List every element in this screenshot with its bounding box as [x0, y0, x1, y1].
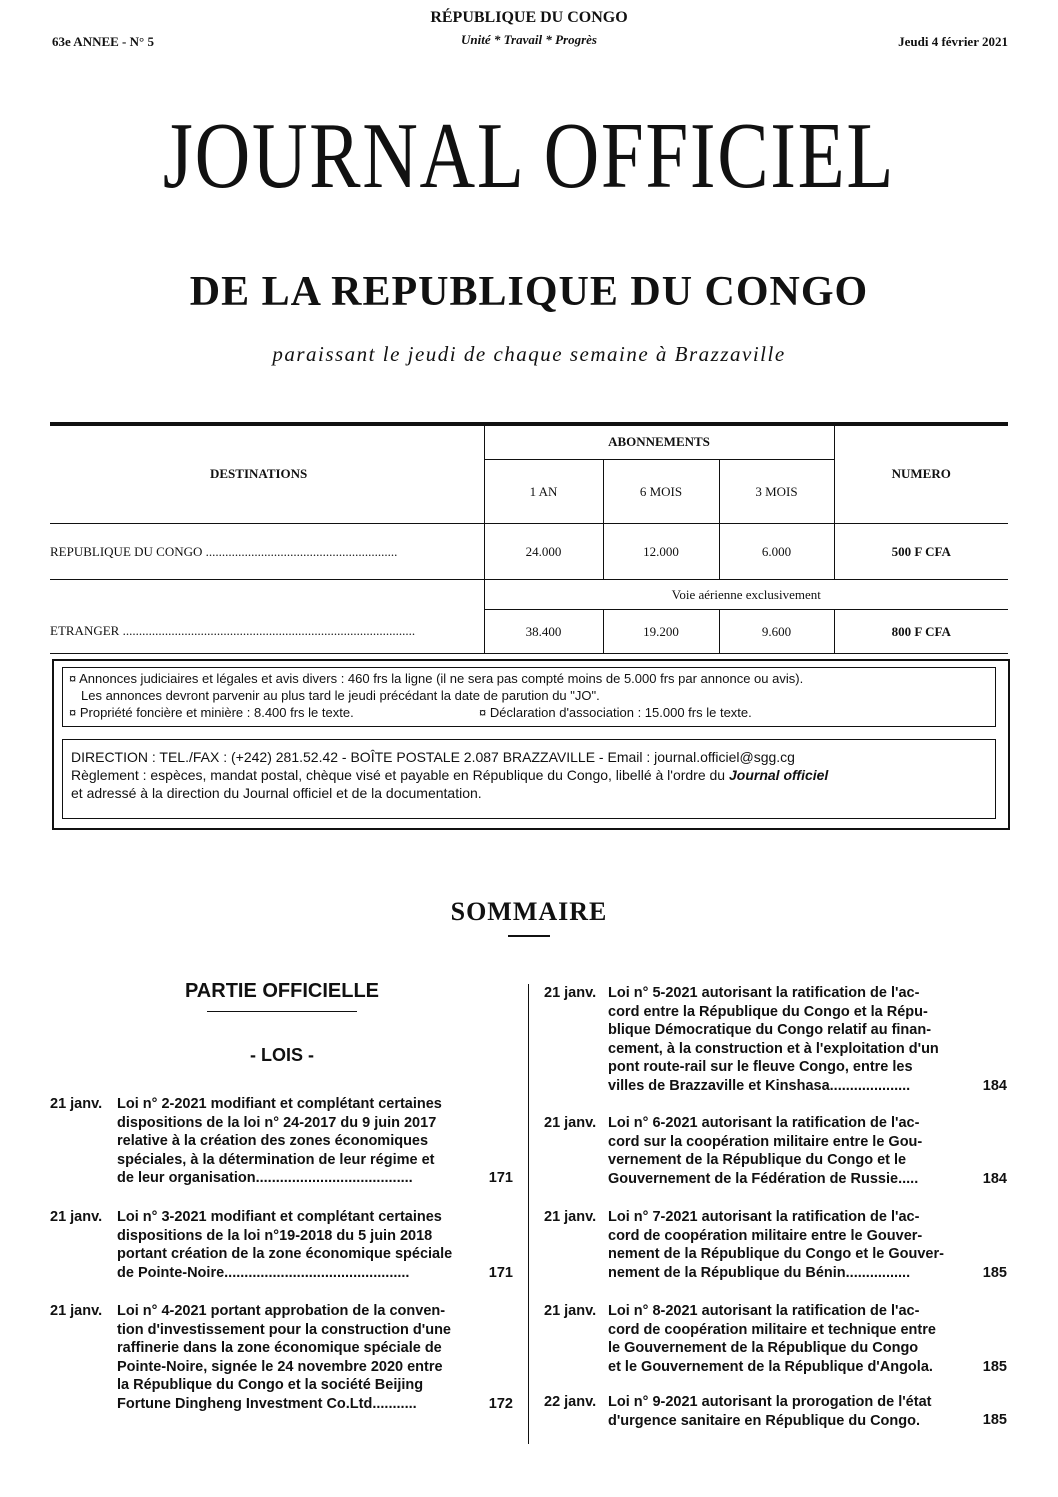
entry-date: 21 janv. [50, 1096, 103, 1112]
entry-text: Loi n° 2-2021 modifiant et complétant certaines dispositions de la loi n° 24-2017 du 9 juin 2017 relative à la création des zones économiques spéciales, à la détermination de leur régime et de leur organisation....................................... [117, 1096, 442, 1187]
col-abonnements: ABONNEMENTS [484, 424, 834, 460]
notice-line-3b: ¤ Déclaration d'association : 15.000 frs le texte. [479, 705, 752, 720]
entry-page: 172 [488, 1396, 513, 1412]
entry-page: 184 [982, 1171, 1007, 1187]
header-motto: Unité * Travail * Progrès [460, 32, 597, 47]
entry-date: 21 janv. [544, 1115, 597, 1131]
section-title: - LOIS - [250, 1045, 314, 1065]
column-divider [528, 984, 529, 1444]
part-title: PARTIE OFFICIELLE [184, 980, 380, 1002]
price-congo-6mois: 12.000 [603, 524, 719, 580]
entry-page: 171 [488, 1265, 513, 1281]
sommaire-title: SOMMAIRE [450, 897, 608, 926]
entry-text: Loi n° 9-2021 autorisant la prorogation de l'état d'urgence sanitaire en République du Congo. [608, 1394, 932, 1429]
sommaire-rule [508, 935, 550, 937]
entry-page: 184 [982, 1078, 1007, 1094]
numero-etranger: 800 F CFA [834, 610, 1008, 654]
subscription-table [50, 423, 1008, 654]
notice-line-2: Les annonces devront parvenir au plus tard le jeudi précédant la date de parution du "JO". [81, 688, 600, 703]
price-etranger-6mois: 19.200 [603, 610, 719, 654]
entry-text: Loi n° 7-2021 autorisant la ratification de l'ac- cord de coopération militaire entre le Gouver- nement de la République du Congo et le Gouver- nement de la République du Bénin................ [608, 1209, 944, 1281]
entry-date: 21 janv. [544, 1303, 597, 1319]
masthead-title: JOURNAL OFFICIEL [162, 104, 896, 208]
masthead-tagline: paraissant le jeudi de chaque semaine à Brazzaville [272, 342, 786, 366]
notice-line-1: ¤ Annonces judiciaires et légales et avis divers : 460 frs la ligne (il ne sera pas compté moins de 5.000 frs par annonce ou avis). [69, 671, 804, 686]
notice-box [52, 659, 1010, 830]
entry-date: 21 janv. [50, 1209, 103, 1225]
part-rule [207, 1011, 357, 1012]
period-6mois: 6 MOIS [603, 460, 719, 524]
entry-text: Loi n° 8-2021 autorisant la ratification de l'ac- cord de coopération militaire et technique entre le Gouvernement de la République du Congo et le Gouvernement de la République d'Angola. [608, 1303, 936, 1375]
entry-text: Loi n° 4-2021 portant approbation de la conven- tion d'investissement pour la construction d'une raffinerie dans la zone économique spéciale de Pointe-Noire, signée le 24 novembre 2020 entre la République du Congo et la société Beijing Fortune Dingheng Investment Co.Ltd........... [117, 1303, 451, 1412]
reglement-end: et adressé à la direction du Journal officiel et de la documentation. [71, 785, 482, 801]
period-1an: 1 AN [484, 460, 603, 524]
issue-number: 63e ANNEE - N° 5 [52, 34, 154, 49]
issue-date: Jeudi 4 février 2021 [898, 34, 1008, 49]
entry-page: 185 [982, 1265, 1007, 1281]
dest-etranger: ETRANGER .......................................................................................... [50, 610, 484, 654]
col-destinations: DESTINATIONS [50, 424, 484, 524]
reglement-line: Règlement : espèces, mandat postal, chèque visé et payable en République du Congo, libellé à l'ordre du [71, 767, 726, 783]
air-note: Voie aérienne exclusivement [484, 580, 1008, 610]
masthead-subtitle: DE LA REPUBLIQUE DU CONGO [189, 269, 869, 315]
entry-page: 171 [488, 1170, 513, 1186]
header-country: RÉPUBLIQUE DU CONGO [430, 9, 628, 26]
entry-date: 21 janv. [544, 985, 597, 1001]
reglement-emphasis: Journal officiel [729, 767, 829, 783]
entry-date: 21 janv. [50, 1303, 103, 1319]
entry-page: 185 [982, 1359, 1007, 1375]
direction-line: DIRECTION : TEL./FAX : (+242) 281.52.42 - BOÎTE POSTALE 2.087 BRAZZAVILLE - Email : journal.officiel@sgg.cg [71, 749, 795, 765]
period-3mois: 3 MOIS [719, 460, 834, 524]
direction-box [62, 739, 996, 819]
notice-line-3a: ¤ Propriété foncière et minière : 8.400 frs le texte. [69, 705, 354, 720]
dest-congo: REPUBLIQUE DU CONGO ........................................................... [50, 524, 484, 580]
price-congo-3mois: 6.000 [719, 524, 834, 580]
price-etranger-3mois: 9.600 [719, 610, 834, 654]
entry-text: Loi n° 3-2021 modifiant et complétant certaines dispositions de la loi n°19-2018 du 5 juin 2018 portant création de la zone économique spéciale de Pointe-Noire.............................................. [117, 1209, 453, 1281]
entry-text: Loi n° 6-2021 autorisant la ratification de l'ac- cord sur la coopération militaire entre le Gou- vernement de la République du Congo et le Gouvernement de la Fédération de Russie..... [608, 1115, 923, 1187]
price-congo-1an: 24.000 [484, 524, 603, 580]
numero-congo: 500 F CFA [834, 524, 1008, 580]
entry-date: 21 janv. [544, 1209, 597, 1225]
price-etranger-1an: 38.400 [484, 610, 603, 654]
entry-date: 22 janv. [544, 1394, 597, 1410]
announcements-box [62, 667, 996, 727]
entry-page: 185 [982, 1412, 1007, 1428]
col-numero: NUMERO [834, 424, 1008, 524]
entry-text: Loi n° 5-2021 autorisant la ratification de l'ac- cord entre la République du Congo et la Répu- blique Démocratique du Congo relatif au finan- cement, à la construction et à l'exploitation d'un pont route-rail sur le fleuve Congo, entre les villes de Brazzaville et Kinshasa.................... [608, 985, 939, 1094]
